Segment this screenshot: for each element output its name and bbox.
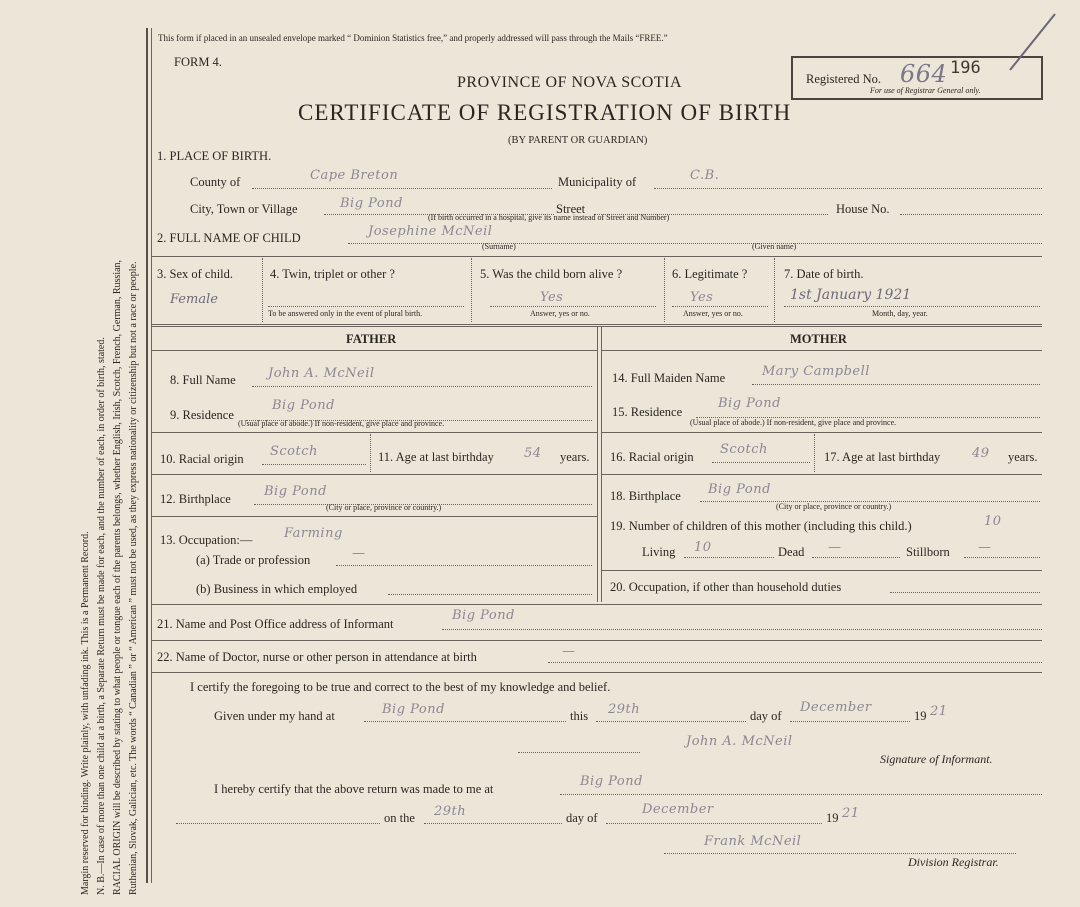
sex-value: Female [170, 292, 218, 307]
father-heading: FATHER [346, 332, 397, 346]
registrar-place-value: Big Pond [580, 774, 643, 789]
registered-number: 664 [900, 60, 948, 88]
business-label: (b) Business in which employed [196, 582, 358, 596]
signature-label: Signature of Informant. [880, 752, 993, 766]
birth-date-value: 1st January 1921 [790, 287, 912, 303]
mother-racial-label: 16. Racial origin [610, 450, 694, 464]
margin-note-3: RACIAL ORIGIN will be described by stating to what people or tongue each of the parents belongs, whether English, Irish, Scotch, French, German, Russian, [112, 259, 123, 895]
father-racial-label: 10. Racial origin [160, 452, 244, 466]
mother-name-label: 14. Full Maiden Name [612, 371, 726, 385]
municipality-value: C.B. [690, 168, 720, 183]
legitimate-label: 6. Legitimate ? [672, 267, 748, 281]
alive-label: 5. Was the child born alive ? [480, 267, 623, 281]
children-count-value: 10 [984, 514, 1002, 529]
city-value: Big Pond [340, 196, 403, 211]
registrar-day-of-label: day of [566, 811, 598, 825]
dead-value: — [828, 540, 842, 555]
father-name-value: John A. McNeil [268, 366, 375, 381]
living-label: Living [642, 545, 676, 559]
living-value: 10 [694, 540, 712, 555]
father-years-label: years. [560, 450, 590, 464]
doctor-label: 22. Name of Doctor, nurse or other person in attendance at birth [157, 650, 477, 664]
dead-label: Dead [778, 545, 805, 559]
legitimate-value: Yes [690, 290, 714, 305]
year-prefix: 19 [914, 709, 927, 723]
margin-note-1: Margin reserved for binding. Write plainly, with unfading ink. This is a Permanent Record. [80, 531, 91, 895]
informant-signature: John A. McNeil [686, 734, 793, 749]
mother-birthplace-value: Big Pond [708, 482, 771, 497]
father-residence-value: Big Pond [272, 398, 335, 413]
trade-label: (a) Trade or profession [196, 553, 311, 567]
division-registrar-label: Division Registrar. [908, 855, 999, 869]
city-label: City, Town or Village [190, 202, 298, 216]
given-hand-label: Given under my hand at [214, 709, 335, 723]
father-racial-value: Scotch [270, 444, 318, 459]
father-abode-note: (Usual place of abode.) If non-resident, give place and province. [238, 419, 445, 428]
day-of-label: day of [750, 709, 782, 723]
given-place-value: Big Pond [382, 702, 445, 717]
mother-name-value: Mary Campbell [762, 364, 870, 379]
children-count-label: 19. Number of children of this mother (including this child.) [610, 519, 912, 533]
father-age-value: 54 [524, 446, 542, 461]
father-age-label: 11. Age at last birthday [378, 450, 494, 464]
sex-label: 3. Sex of child. [157, 267, 234, 281]
father-occupation-value: Farming [284, 526, 343, 541]
child-name-label: 2. FULL NAME OF CHILD [157, 231, 301, 245]
left-border [146, 28, 148, 883]
alive-note: Answer, yes or no. [530, 309, 590, 318]
registrar-year-value: 21 [842, 806, 860, 821]
certificate-title: CERTIFICATE OF REGISTRATION OF BIRTH [298, 100, 792, 125]
mail-notice: This form if placed in an unsealed envelope marked “ Dominion Statistics free,” and properly addressed will pass through the Mails “FREE.” [158, 33, 668, 43]
father-name-label: 8. Full Name [170, 373, 236, 387]
mother-racial-value: Scotch [720, 442, 768, 457]
mother-occupation-label: 20. Occupation, if other than household duties [610, 580, 842, 594]
alive-value: Yes [540, 290, 564, 305]
registrar-statement: I hereby certify that the above return was made to me at [214, 782, 494, 796]
mother-birthplace-note: (City or place, province or country.) [776, 502, 892, 511]
day-value: 29th [608, 702, 641, 717]
doctor-value: — [562, 644, 576, 659]
father-residence-label: 9. Residence [170, 408, 234, 422]
mother-years-label: years. [1008, 450, 1038, 464]
registered-stamp: 196 [950, 58, 981, 78]
mother-age-label: 17. Age at last birthday [824, 450, 941, 464]
stillborn-label: Stillborn [906, 545, 950, 559]
county-value: Cape Breton [310, 168, 399, 183]
registered-label: Registered No. [806, 72, 881, 86]
margin-note-4: Ruthenian, Slovak, Galician, etc. The words “ Canadian ” or “ American ” must not be used, as they express nationality or citizenship but not a race or people. [128, 261, 139, 895]
birth-date-note: Month, day, year. [872, 309, 928, 318]
county-label: County of [190, 175, 241, 189]
father-occupation-label: 13. Occupation:— [160, 533, 253, 547]
informant-value: Big Pond [452, 608, 515, 623]
trade-value: — [352, 546, 366, 561]
form-number: FORM 4. [174, 55, 222, 69]
stillborn-value: — [978, 540, 992, 555]
municipality-label: Municipality of [558, 175, 637, 189]
certify-statement: I certify the foregoing to be true and correct to the best of my knowledge and belief. [190, 680, 611, 694]
mother-residence-label: 15. Residence [612, 405, 683, 419]
place-of-birth-label: 1. PLACE OF BIRTH. [157, 149, 272, 163]
margin-notes [78, 15, 148, 895]
mother-residence-value: Big Pond [718, 396, 781, 411]
mother-birthplace-label: 18. Birthplace [610, 489, 681, 503]
father-birthplace-value: Big Pond [264, 484, 327, 499]
this-label: this [570, 709, 589, 723]
twin-note: To be answered only in the event of plural birth. [268, 309, 423, 318]
hospital-note: (If birth occurred in a hospital, give its name instead of Street and Number) [428, 213, 670, 222]
father-birthplace-label: 12. Birthplace [160, 492, 231, 506]
house-label: House No. [836, 202, 890, 216]
child-name-value: Josephine McNeil [368, 224, 493, 239]
father-birthplace-note: (City or place, province or country.) [326, 503, 442, 512]
year-value: 21 [930, 704, 948, 719]
registrar-use-note: For use of Registrar General only. [870, 86, 981, 95]
province-title: PROVINCE OF NOVA SCOTIA [457, 74, 683, 91]
month-value: December [800, 700, 872, 715]
legitimate-note: Answer, yes or no. [683, 309, 743, 318]
registrar-signature: Frank McNeil [704, 834, 802, 849]
street-label: Street [556, 202, 586, 216]
twin-label: 4. Twin, triplet or other ? [270, 267, 395, 281]
registrar-day-value: 29th [434, 804, 467, 819]
mother-heading: MOTHER [790, 332, 847, 346]
given-name-note: (Given name) [752, 242, 797, 251]
pen-stroke-icon [1000, 10, 1060, 80]
mother-abode-note: (Usual place of abode.) If non-resident, give place and province. [690, 418, 897, 427]
registrar-month-value: December [642, 802, 714, 817]
informant-label: 21. Name and Post Office address of Informant [157, 617, 394, 631]
on-the-label: on the [384, 811, 415, 825]
margin-note-2: N. B.—In case of more than one child at a birth, a Separate Return must be made for each, and the number of each, in order of birth, stated. [96, 337, 107, 895]
mother-age-value: 49 [972, 446, 990, 461]
surname-note: (Surname) [482, 242, 516, 251]
registrar-year-prefix: 19 [826, 811, 839, 825]
birth-date-label: 7. Date of birth. [784, 267, 864, 281]
certificate-subtitle: (BY PARENT OR GUARDIAN) [508, 135, 648, 146]
left-border-inner [151, 28, 152, 883]
